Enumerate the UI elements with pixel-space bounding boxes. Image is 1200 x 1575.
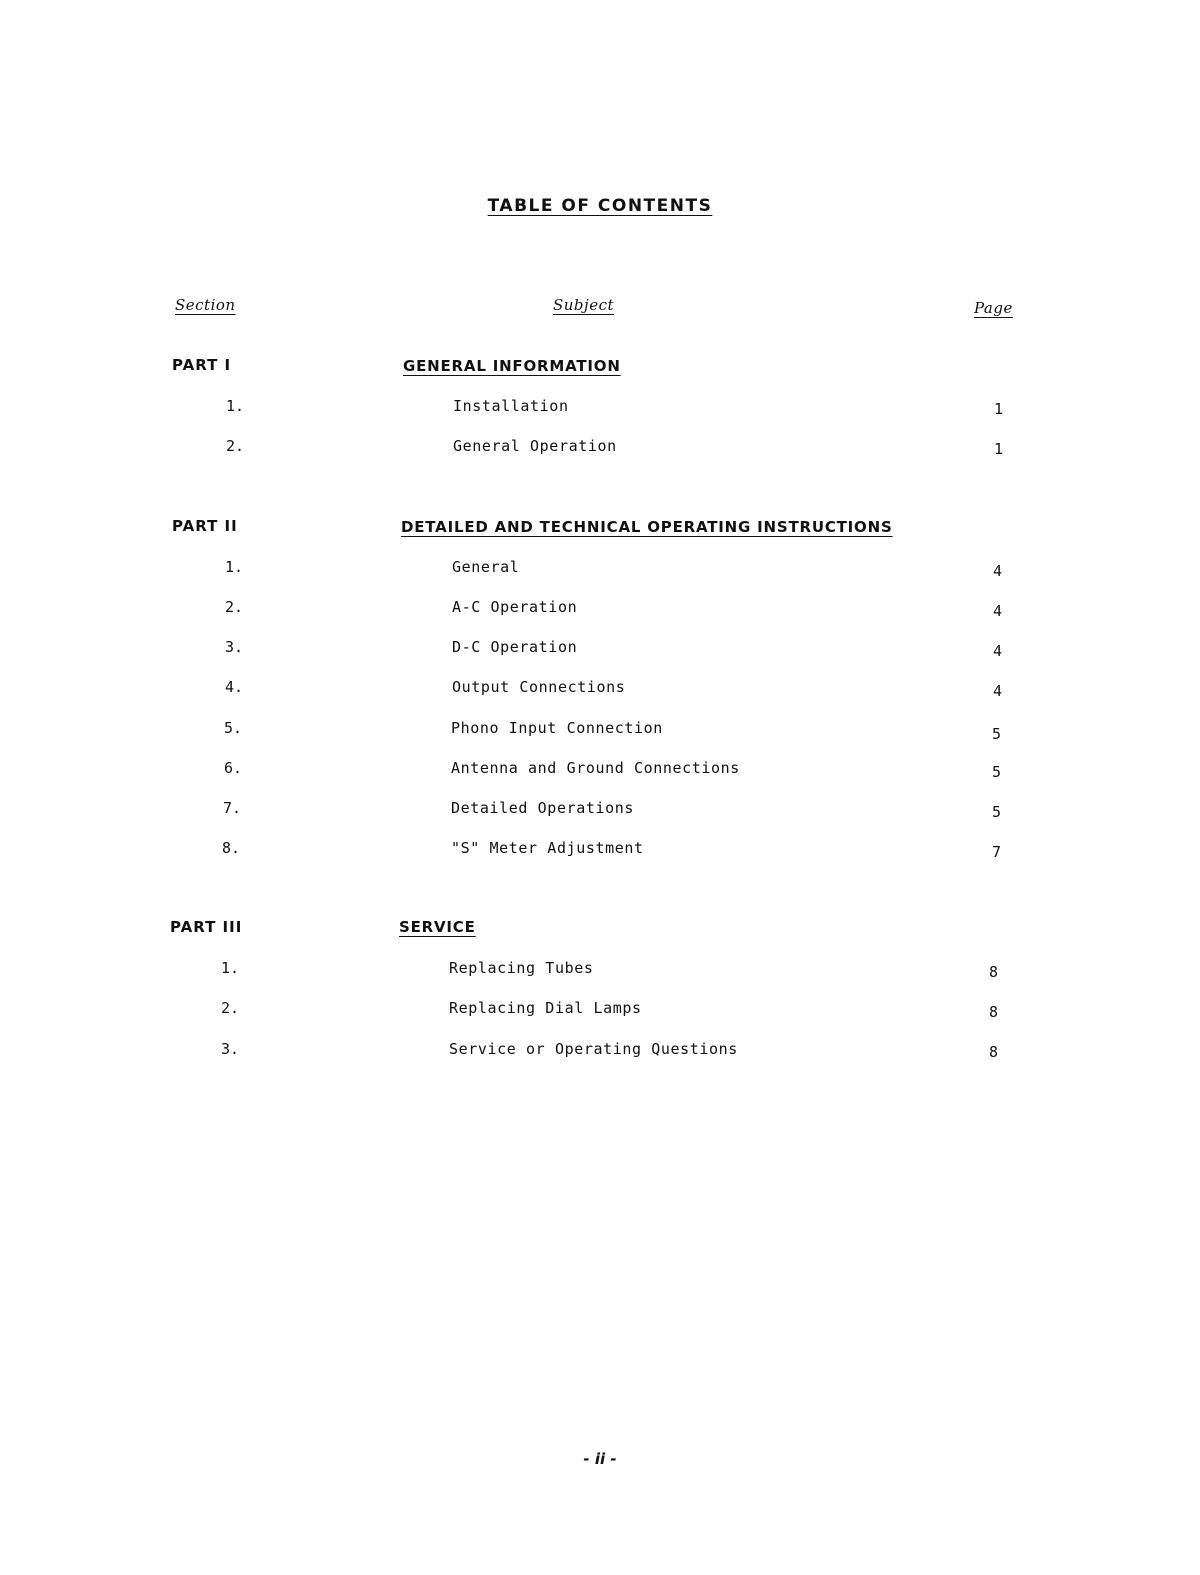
part-heading: DETAILED AND TECHNICAL OPERATING INSTRUCTIONS: [401, 518, 893, 536]
part-heading: GENERAL INFORMATION: [403, 357, 621, 375]
part-label: PART III: [170, 918, 243, 936]
entry-number: 7.: [223, 799, 242, 817]
entry-page: 4: [993, 562, 1003, 580]
entry-number: 8.: [222, 839, 241, 857]
entry-subject: General: [452, 558, 520, 576]
entry-page: 4: [993, 682, 1003, 700]
entry-page: 8: [989, 1003, 999, 1021]
entry-subject: Antenna and Ground Connections: [451, 759, 740, 777]
part-heading: SERVICE: [399, 918, 476, 936]
part-label: PART II: [172, 517, 238, 535]
entry-page: 5: [992, 725, 1002, 743]
entry-subject: Output Connections: [452, 678, 626, 696]
entry-page: 1: [994, 400, 1004, 418]
entry-number: 1.: [221, 959, 240, 977]
column-header-subject: Subject: [553, 296, 614, 314]
entry-subject: A-C Operation: [452, 598, 578, 616]
column-header-page: Page: [974, 299, 1013, 317]
entry-subject: Replacing Tubes: [449, 959, 594, 977]
entry-subject: D-C Operation: [452, 638, 578, 656]
entry-number: 2.: [221, 999, 240, 1017]
entry-page: 1: [994, 440, 1004, 458]
entry-number: 6.: [224, 759, 243, 777]
entry-page: 8: [989, 1043, 999, 1061]
entry-subject: Replacing Dial Lamps: [449, 999, 642, 1017]
entry-page: 4: [993, 602, 1003, 620]
entry-subject: Installation: [453, 397, 569, 415]
entry-number: 5.: [224, 719, 243, 737]
entry-page: 4: [993, 642, 1003, 660]
page-number-footer: - ii -: [583, 1450, 617, 1468]
entry-subject: Phono Input Connection: [451, 719, 663, 737]
entry-page: 8: [989, 963, 999, 981]
entry-subject: General Operation: [453, 437, 617, 455]
entry-number: 2.: [225, 598, 244, 616]
entry-subject: Service or Operating Questions: [449, 1040, 738, 1058]
entry-subject: "S" Meter Adjustment: [451, 839, 644, 857]
column-header-section: Section: [175, 296, 236, 314]
entry-page: 5: [992, 763, 1002, 781]
entry-number: 3.: [225, 638, 244, 656]
entry-number: 4.: [225, 678, 244, 696]
entry-subject: Detailed Operations: [451, 799, 634, 817]
entry-page: 7: [992, 843, 1002, 861]
entry-number: 3.: [221, 1040, 240, 1058]
part-label: PART I: [172, 356, 232, 374]
entry-number: 1.: [226, 397, 245, 415]
entry-page: 5: [992, 803, 1002, 821]
page-title: TABLE OF CONTENTS: [487, 196, 713, 216]
entry-number: 2.: [226, 437, 245, 455]
entry-number: 1.: [225, 558, 244, 576]
